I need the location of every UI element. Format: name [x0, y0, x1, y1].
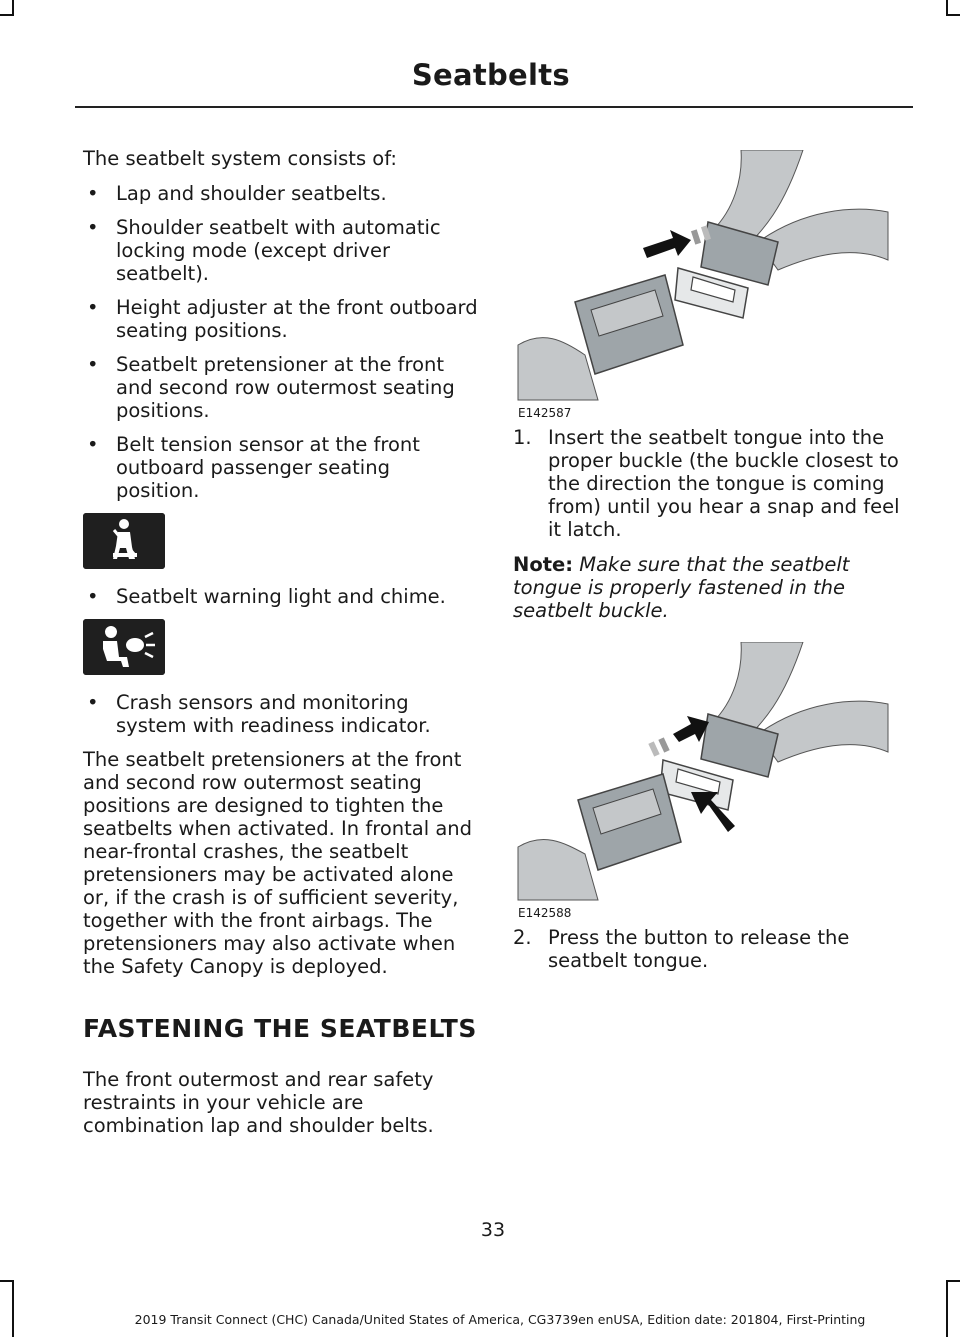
list-item: • Seatbelt pretensioner at the front and second row outermost seating positions.: [87, 353, 455, 422]
left-column: [83, 147, 478, 1149]
list-item: • Crash sensors and monitoring system with readiness indicator.: [87, 691, 431, 737]
feature-list: [83, 182, 478, 502]
list-item: • Lap and shoulder seatbelts.: [87, 182, 387, 205]
list-item: • Shoulder seatbelt with automatic locking mode (except driver seatbelt).: [87, 216, 441, 285]
page-number: 33: [480, 1219, 506, 1241]
list-item: • Height adjuster at the front outboard seating positions.: [87, 296, 478, 342]
edition-footer: 2019 Transit Connect (CHC) Canada/United States of America, CG3739en enUSA, Edition date: 201804, First-Printing: [134, 1312, 866, 1327]
section-heading: FASTENING THE SEATBELTS: [83, 1014, 477, 1043]
figure-code: E142587: [518, 406, 572, 420]
header-rule: [75, 106, 913, 108]
list-item: • Seatbelt warning light and chime.: [87, 585, 446, 608]
crop-mark: [0, 14, 14, 16]
figure-code: E142588: [518, 906, 572, 920]
list-item: • Belt tension sensor at the front outboard passenger seating position.: [87, 433, 420, 502]
figure-release-button: [513, 642, 893, 918]
page-title: Seatbelts: [411, 58, 570, 92]
steps-list-2: [513, 926, 913, 972]
seatbelt-insert-illustration: [513, 150, 893, 405]
pretensioner-paragraph: The seatbelt pretensioners at the front and second row outermost seating positions are designed to tighten the seatbelts when activated. In frontal and near-frontal crashes, the seatbelt pretensioners may be activated alone or, if the crash is of sufficient severity, together with the front airbags. The pretensioners may also activate when the Safety Canopy is deployed.: [83, 748, 473, 978]
crop-mark: [0, 1280, 14, 1282]
steps-list-1: [513, 426, 913, 541]
list-item: 1. Insert the seatbelt tongue into the proper buckle (the buckle closest to the direction the tongue is coming from) until you hear a snap and feel it latch.: [513, 426, 900, 541]
seatbelt-warning-icon: [83, 513, 165, 569]
crop-mark: [946, 1280, 948, 1337]
figure-insert-tongue: [513, 150, 893, 418]
airbag-readiness-icon: [83, 619, 165, 675]
crop-mark: [946, 14, 960, 16]
right-column: [513, 150, 913, 984]
intro-text: The seatbelt system consists of:: [83, 147, 397, 170]
note: Note: Make sure that the seatbelt tongue is properly fastened in the seatbelt buckle.: [513, 553, 850, 622]
crop-mark: [946, 1280, 960, 1282]
section-body: The front outermost and rear safety restraints in your vehicle are combination lap and shoulder belts.: [83, 1068, 434, 1137]
list-item: 2. Press the button to release the seatbelt tongue.: [513, 926, 850, 972]
crop-mark: [12, 1280, 14, 1337]
seatbelt-release-illustration: [513, 642, 893, 904]
